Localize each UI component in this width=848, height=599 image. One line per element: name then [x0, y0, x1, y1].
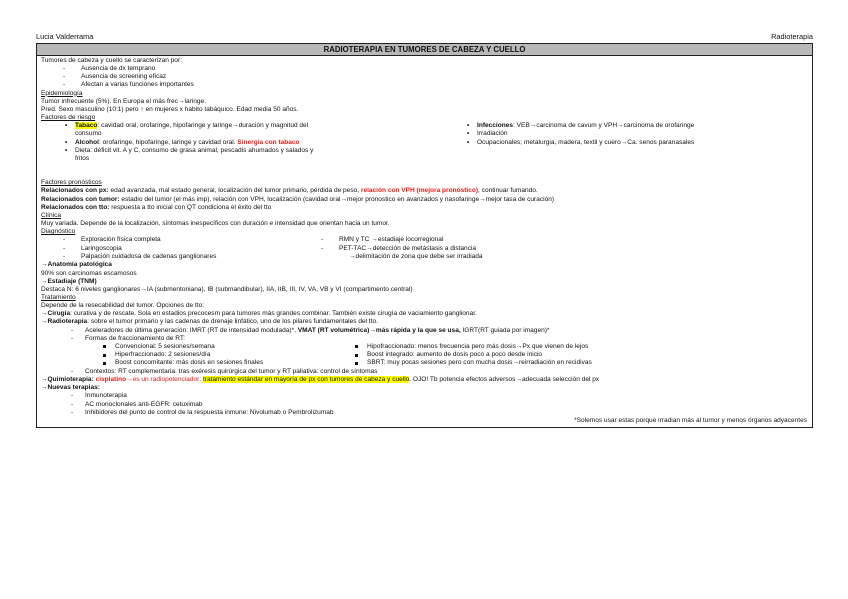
section-heading-riesgo: Factores de riesgo	[41, 114, 96, 122]
epidemiologia-line-2	[41, 106, 809, 114]
arrow-right-icon: →	[177, 97, 185, 105]
text: carcinoma de orofaringe	[623, 122, 695, 130]
riesgo-left-column	[41, 122, 441, 163]
list-item: - Laringoscopia	[41, 245, 291, 253]
text: Cirugía	[47, 310, 71, 318]
arrow-right-icon: →	[41, 318, 48, 326]
text: Px que vienen de lejos	[522, 342, 589, 350]
text: Ca. senos paranasales	[627, 138, 695, 146]
list-item	[41, 327, 809, 335]
list-item: - Afectan a varias funciones importantes	[41, 81, 809, 89]
arrow-right-icon: →	[620, 138, 628, 146]
arrow-right-icon: →	[41, 261, 48, 269]
section-heading-tratamiento: Tratamiento	[41, 293, 76, 301]
arrow-right-icon: →	[349, 252, 356, 260]
text: Nuevas terapias:	[47, 384, 100, 392]
list-item	[353, 343, 803, 351]
anatomia-heading	[41, 261, 809, 269]
pronosticos-px	[41, 187, 809, 195]
text: Relacionados con tto:	[41, 203, 110, 211]
arrow-right-icon: →	[512, 359, 519, 367]
arrow-right-icon: →	[515, 376, 522, 384]
arrow-right-icon: →	[515, 342, 523, 350]
red-text: Sinergia con tabaco	[237, 138, 300, 146]
text: Hipofraccionado: menos frecuencia pero más dosis	[367, 342, 516, 350]
text: , continuar fumando.	[478, 187, 538, 195]
text: : curativa y de rescate. Sola en estadios precocesm para tumores más grandes combinar. También existe cirugía de vaciamiento ganglionar.	[70, 310, 477, 318]
section-heading-epidemiologia: Epidemiología	[41, 89, 83, 97]
arrow-right-icon: →	[479, 195, 486, 203]
text: Tumor infrecuente (5%). En Europa el más frec	[41, 97, 178, 105]
footnote: *Solemos usar estas porque irradian más al tumor y menos órganos adyacentes	[574, 416, 807, 424]
list-item	[299, 245, 639, 253]
author-name: Lucia Valderrama	[36, 32, 94, 41]
text: estadio del tumor (el más imp), relación con VPH, localización (cavidad oral	[119, 195, 341, 203]
diagnostico-left-column	[41, 236, 291, 260]
pronosticos-tto	[41, 204, 809, 212]
arrow-right-icon: →	[41, 384, 48, 392]
list-item: - Exploración física completa	[41, 236, 291, 244]
red-text: es un radiopotenciador:	[132, 376, 202, 384]
section-heading-clinica: Clínica	[41, 211, 62, 219]
list-item: Boost integrado: aumento de dosis poco a poco desde inicio	[353, 351, 803, 359]
text: Alcohol	[75, 138, 100, 146]
tratamiento-intro: Depende de la resecabilidad del tumor. Opciones de tto:	[41, 302, 205, 310]
estadiaje-heading	[41, 278, 809, 286]
arrow-right-icon: →	[366, 244, 373, 252]
epidemiologia-line-1	[41, 98, 809, 106]
list-item: - Inmunoterapia	[41, 392, 809, 400]
text: en mujeres x habito tabáquico. Edad media 50 años.	[145, 105, 299, 113]
text: Dieta: déficit vit. A y C, consumo de grasa animal, pescadis ahumados y salados y	[75, 146, 314, 154]
arrow-right-icon: →	[41, 310, 48, 318]
content-box	[36, 43, 813, 428]
text: laringe.	[184, 97, 206, 105]
list-item	[443, 122, 813, 130]
arrow-right-icon: →	[617, 122, 624, 130]
text: Quimioterapia:	[47, 376, 94, 384]
text: consumo	[75, 130, 102, 138]
list-item: - AC monoclonales anti-EGFR: cetuximab	[41, 401, 809, 409]
document-body	[37, 56, 812, 427]
text: detección de metástasis a distancia	[372, 244, 477, 252]
list-item: - Ausencia de screening eficaz	[41, 73, 809, 81]
page-header	[36, 32, 813, 43]
text: Pred. Sexo masculino (10:1) pero	[41, 105, 139, 113]
text: respuesta a tto inicial con QT condiciona el éxito del tto	[109, 203, 272, 211]
text: : orofaringe, hipofaringe, laringe y cavidad oral.	[99, 138, 236, 146]
text: Relacionados con px:	[41, 187, 109, 195]
tratamiento-radioterapia	[41, 318, 809, 326]
text: reirradiación en recidivas	[519, 359, 592, 367]
text: : sobre el tumor primario y las cadenas de drenaje linfático, uno de los pilares fundamentales del tto.	[87, 318, 378, 326]
text: edad avanzada, mal estado general, localización del tumor primario, pérdida de peso,	[108, 187, 360, 195]
document-title: RADIOTERAPIA EN TUMORES DE CABEZA Y CUELLO	[37, 44, 812, 56]
text: Ocupacionales; metalurgia, madera, textil y cuero	[477, 138, 621, 146]
text: más rápida y la que se usa,	[375, 326, 461, 334]
list-item	[41, 139, 441, 147]
text: adecuada selección del px	[521, 376, 600, 384]
text: duración y magnitud del	[238, 122, 309, 130]
text: VMAT (RT volumétrica)	[297, 326, 370, 334]
arrow-right-icon: →	[340, 195, 347, 203]
section-heading-diagnostico: Diagnóstico	[41, 228, 76, 236]
subject-name: Radioterapia	[771, 32, 813, 41]
arrow-right-icon: →	[140, 285, 147, 293]
text: : cavidad oral, orofaringe, hipofaringe y laringe	[97, 122, 233, 130]
tratamiento-cirugia	[41, 310, 809, 318]
riesgo-columns	[41, 122, 809, 179]
text: mejor tasa de curación)	[485, 195, 555, 203]
list-item	[41, 122, 441, 138]
arrow-right-icon: →	[41, 277, 48, 285]
highlight-text: Tabaco	[75, 122, 98, 130]
text: . OJO! Tb potencia efectos adversos	[409, 376, 516, 384]
section-heading-pronosticos: Factores pronósticos	[41, 179, 102, 187]
arrow-right-icon: →	[369, 326, 376, 334]
list-item: - Ausencia de dx temprano	[41, 65, 809, 73]
list-item: - Contextos: RT complementaria: tras exéresis quirúrgica del tumor y RT paliativa: control de síntomas	[41, 368, 809, 376]
text: Aceleradores de última generación: IMRT (RT de intensidad modulada)*,	[85, 326, 296, 334]
riesgo-right-column	[443, 122, 813, 146]
red-text: relación con VPH (mejora pronóstico)	[360, 187, 479, 195]
text: SBRT: muy pocas sesiones pero con mucha dosis	[367, 359, 513, 367]
text: : VEB	[513, 122, 530, 130]
list-item: - Palpación cuidadosa de cadenas ganglionares	[41, 253, 291, 261]
list-item: Convencional: 5 sesiones/semana	[41, 343, 351, 351]
arrow-right-icon: →	[529, 122, 537, 130]
fraccionamiento-left-column	[41, 343, 351, 367]
arrow-right-icon: →	[126, 376, 133, 384]
text: Estadiaje (TNM)	[47, 277, 97, 285]
highlight-text: tratamiento estándar en mayoría de px con tumores de cabeza y cuello	[202, 376, 410, 384]
list-item: Boost concomitante: más dosis en sesiones finales	[41, 359, 351, 367]
tratamiento-quimioterapia	[41, 376, 809, 384]
text: IA (submentoniana), IB (submandibular), IIA, IIB, III, IV, VA, VB y VI (compartimento central)	[146, 285, 413, 293]
text: Relacionados con tumor:	[41, 195, 120, 203]
document-page	[36, 32, 813, 428]
text: Anatomía patológica	[47, 261, 112, 269]
list-item: - Inhibidores del punto de control de la respuesta inmune: Nivolumab o Pembrolizumab	[41, 409, 809, 417]
red-text: cisplatino	[95, 376, 127, 384]
text: IGRT(RT guiada por imagen)*	[460, 326, 550, 334]
text: Destaca N: 6 niveles ganglionares	[41, 285, 141, 293]
list-item	[443, 130, 813, 138]
arrow-right-icon: →	[232, 122, 239, 130]
nuevas-terapias-heading	[41, 384, 809, 392]
text: mejor pronostico en avanzados y nasofaringe	[347, 195, 480, 203]
text: PET-TAC	[339, 244, 367, 252]
list-item	[299, 236, 639, 244]
diagnostico-columns	[41, 236, 809, 261]
text: RMN y TC	[339, 236, 370, 244]
text: Infecciones	[477, 122, 514, 130]
text: delimitación de zona que debe ser irradiada	[355, 252, 483, 260]
intro-text: Tumores de cabeza y cuello se caracterizan por:	[41, 57, 182, 64]
pronosticos-tumor	[41, 196, 809, 204]
text: Radioterapia	[47, 318, 88, 326]
arrow-up-icon: ↑	[140, 105, 144, 113]
list-item	[353, 359, 803, 367]
text: Irradiación	[477, 130, 508, 138]
diagnostico-right-column	[299, 236, 639, 260]
fraccionamiento-right-column	[353, 343, 803, 367]
text: fritos	[75, 154, 90, 162]
list-item: - Formas de fraccionamiento de RT:	[41, 335, 809, 343]
fraccionamiento-columns	[41, 343, 809, 368]
anatomia-text: 90% son carcinomas escamosos	[41, 269, 137, 277]
arrow-right-icon: →	[371, 236, 378, 244]
clinica-text: Muy variada. Depende de la localización, síntomas inespecíficos con duración e intensidad que orientan hacia un tumor.	[41, 220, 390, 228]
list-item	[299, 253, 639, 261]
text: carcinoma de cavum y VPH	[536, 122, 618, 130]
text: estadiaje locorregional	[377, 236, 444, 244]
list-item	[41, 147, 441, 163]
arrow-right-icon: →	[41, 376, 48, 384]
list-item	[443, 139, 813, 147]
list-item: Hiperfraccionado: 2 sesiones/día	[41, 351, 351, 359]
estadiaje-text	[41, 286, 809, 294]
